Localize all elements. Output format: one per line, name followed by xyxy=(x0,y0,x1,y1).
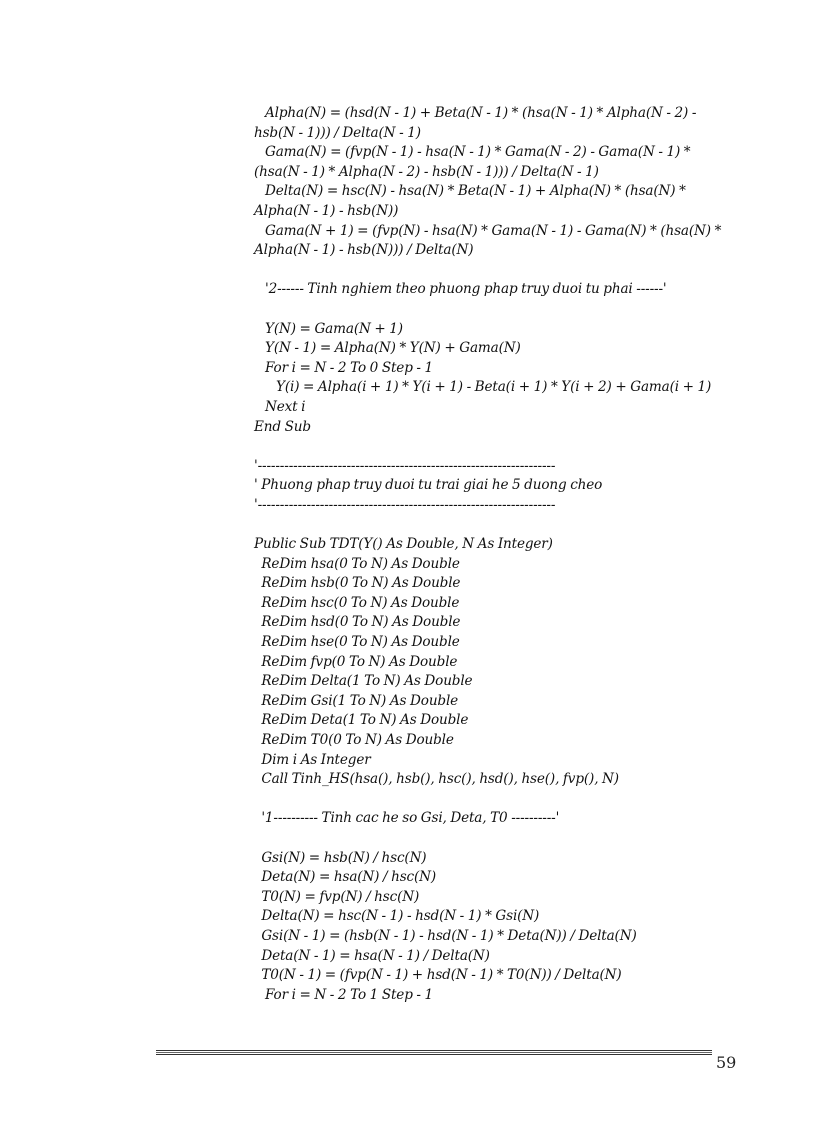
code-line: ReDim fvp(0 To N) As Double xyxy=(254,653,458,670)
code-line: Gsi(N - 1) = (hsb(N - 1) - hsd(N - 1) * Deta(N)) / Delta(N) xyxy=(254,927,637,944)
code-line: ReDim hsc(0 To N) As Double xyxy=(254,594,460,611)
code-line: Delta(N) = hsc(N - 1) - hsd(N - 1) * Gsi(N) xyxy=(254,908,540,925)
code-line: Y(N - 1) = Alpha(N) * Y(N) + Gama(N) xyxy=(254,340,521,357)
code-line: Deta(N) = hsa(N) / hsc(N) xyxy=(254,869,437,886)
code-line: ReDim Delta(1 To N) As Double xyxy=(254,673,473,690)
code-line: ' Phuong phap truy duoi tu trai giai he 5 duong cheo xyxy=(254,477,603,494)
code-line: Alpha(N) = (hsd(N - 1) + Beta(N - 1) * (hsa(N - 1) * Alpha(N - 2) - xyxy=(254,105,697,121)
code-line: Alpha(N - 1) - hsb(N)) xyxy=(254,202,399,219)
code-line: Public Sub TDT(Y() As Double, N As Integer) xyxy=(254,536,553,553)
code-line: ReDim hse(0 To N) As Double xyxy=(254,634,460,651)
code-line: Y(i) = Alpha(i + 1) * Y(i + 1) - Beta(i + 1) * Y(i + 2) + Gama(i + 1) xyxy=(254,379,712,396)
code-line: Alpha(N - 1) - hsb(N))) / Delta(N) xyxy=(254,242,474,259)
code-line: (hsa(N - 1) * Alpha(N - 2) - hsb(N - 1))) / Delta(N - 1) xyxy=(254,163,599,180)
code-line: For i = N - 2 To 0 Step - 1 xyxy=(254,359,434,376)
code-line: Gama(N) = (fvp(N - 1) - hsa(N - 1) * Gama(N - 2) - Gama(N - 1) * xyxy=(254,144,691,161)
code-line: Y(N) = Gama(N + 1) xyxy=(254,320,403,337)
code-line: Deta(N - 1) = hsa(N - 1) / Delta(N) xyxy=(254,947,490,964)
code-line: ReDim Deta(1 To N) As Double xyxy=(254,712,469,729)
blank-line xyxy=(254,790,754,810)
code-line: '------------------------------------------------------------------- xyxy=(254,496,556,513)
blank-line xyxy=(254,261,754,281)
code-line: ReDim hsa(0 To N) As Double xyxy=(254,555,460,572)
code-line: Call Tinh_HS(hsa(), hsb(), hsc(), hsd(), hse(), fvp(), N) xyxy=(254,771,619,788)
code-line: Gama(N + 1) = (fvp(N) - hsa(N) * Gama(N - 1) - Gama(N) * (hsa(N) * xyxy=(254,222,722,239)
code-block xyxy=(254,104,754,1005)
code-line: '2------ Tinh nghiem theo phuong phap truy duoi tu phai ------' xyxy=(254,281,667,298)
code-line: Delta(N) = hsc(N) - hsa(N) * Beta(N - 1) + Alpha(N) * (hsa(N) * xyxy=(254,183,686,200)
blank-line xyxy=(254,515,754,535)
code-line: For i = N - 2 To 1 Step - 1 xyxy=(254,986,434,1003)
code-line: Gsi(N) = hsb(N) / hsc(N) xyxy=(254,849,427,866)
blank-line xyxy=(254,437,754,457)
code-line: ReDim T0(0 To N) As Double xyxy=(254,732,454,748)
code-line: ReDim Gsi(1 To N) As Double xyxy=(254,692,459,709)
blank-line xyxy=(254,300,754,320)
code-line: Next i xyxy=(254,398,306,415)
code-line: ReDim hsd(0 To N) As Double xyxy=(254,614,461,631)
code-line: ReDim hsb(0 To N) As Double xyxy=(254,575,461,592)
code-line: '1---------- Tinh cac he so Gsi, Deta, T0 ----------' xyxy=(254,810,560,827)
code-line: Dim i As Integer xyxy=(254,751,371,768)
code-line: End Sub xyxy=(254,418,311,435)
footer-rule xyxy=(156,1050,712,1056)
code-line: '------------------------------------------------------------------- xyxy=(254,457,556,474)
code-line: T0(N - 1) = (fvp(N - 1) + hsd(N - 1) * T0(N)) / Delta(N) xyxy=(254,967,622,984)
blank-line xyxy=(254,829,754,849)
page-number: 59 xyxy=(716,1053,737,1072)
code-line: hsb(N - 1))) / Delta(N - 1) xyxy=(254,124,421,141)
code-line: T0(N) = fvp(N) / hsc(N) xyxy=(254,888,420,905)
